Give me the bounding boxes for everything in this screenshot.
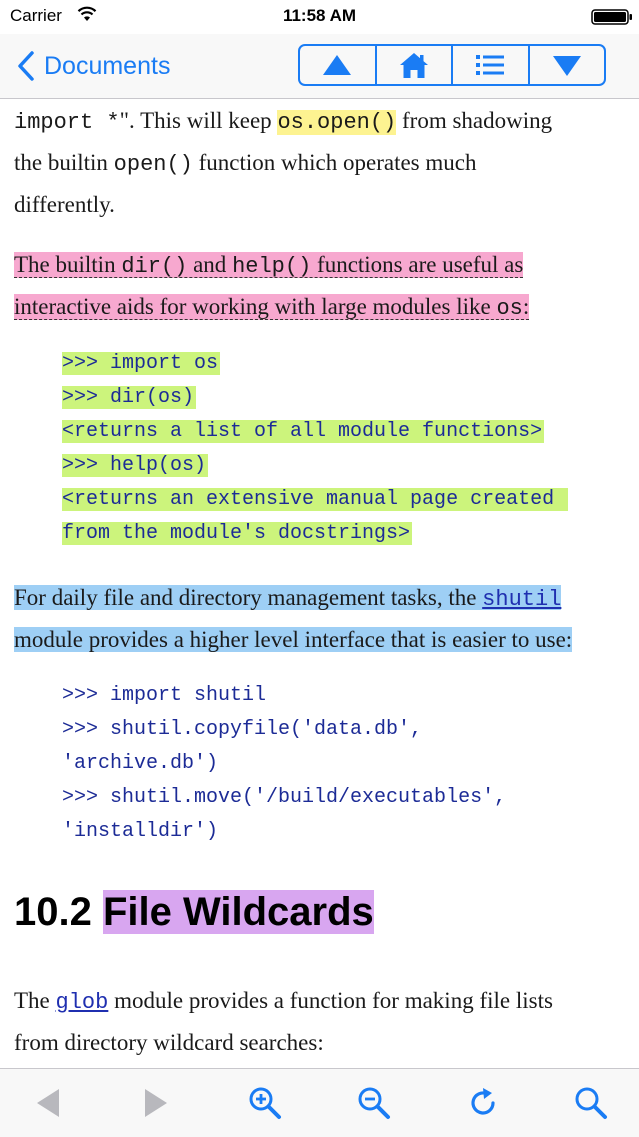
home-button[interactable]: [377, 46, 454, 84]
text: The: [14, 988, 56, 1013]
refresh-icon: [465, 1085, 501, 1121]
search-button[interactable]: [573, 1085, 609, 1121]
text: For daily file and directory management tasks, the: [14, 585, 483, 610]
text: from directory wildcard searches:: [14, 1030, 324, 1055]
code-line: [62, 449, 622, 483]
text: module provides a higher level interface that is easier to use:: [14, 627, 573, 652]
code-help: help(): [232, 254, 312, 279]
paragraph-shutil: [14, 578, 624, 660]
text: and: [187, 252, 233, 277]
paragraph-glob: [14, 981, 624, 1063]
code-import-star: import *: [14, 110, 120, 135]
code-block-shutil: [62, 679, 622, 849]
code-open: open(): [113, 152, 193, 177]
status-bar: [0, 0, 639, 34]
code-line: 'installdir'): [62, 820, 219, 843]
zoom-out-button[interactable]: [356, 1085, 392, 1121]
carrier-label: Carrier: [10, 6, 62, 25]
documents-back-button[interactable]: [16, 48, 170, 84]
shutil-link[interactable]: shutil: [482, 587, 562, 612]
document-content[interactable]: [0, 99, 639, 1067]
section-number: 10.2: [14, 890, 103, 934]
up-triangle-icon: [320, 50, 354, 80]
text: the builtin: [14, 150, 114, 175]
battery-icon: [591, 9, 633, 25]
code-text: >>> dir(os): [62, 386, 195, 409]
glob-link[interactable]: glob: [55, 990, 109, 1015]
code-text: >>> help(os): [62, 454, 207, 477]
code-os-open-highlighted: os.open(): [277, 110, 397, 135]
forward-triangle-icon: [138, 1085, 174, 1121]
code-line: >>> import shutil: [62, 684, 267, 707]
navigation-bar: [0, 34, 639, 99]
clock: 11:58 AM: [282, 6, 357, 25]
forward-button[interactable]: [138, 1085, 174, 1121]
zoom-in-icon: [247, 1085, 283, 1121]
pink-highlight[interactable]: [14, 252, 529, 320]
code-text: <returns a list of all module functions>: [62, 420, 543, 443]
text: from shadowing: [396, 108, 553, 133]
code-line: [62, 415, 622, 449]
code-line: [62, 347, 622, 381]
code-text: <returns an extensive manual page created: [62, 488, 567, 511]
chevron-left-icon: [16, 50, 36, 82]
code-os: os: [496, 296, 523, 321]
zoom-out-icon: [356, 1085, 392, 1121]
code-line: 'archive.db'): [62, 752, 219, 775]
code-text: from the module's docstrings>: [62, 522, 411, 545]
code-dir: dir(): [121, 254, 188, 279]
code-line: [62, 483, 622, 517]
section-title-highlighted[interactable]: File Wildcards: [102, 890, 374, 934]
text: :: [522, 294, 530, 319]
paragraph-dir-help: [14, 245, 624, 329]
list-icon: [473, 50, 507, 80]
down-triangle-icon: [550, 50, 584, 80]
previous-section-button[interactable]: [300, 46, 377, 84]
text: function which operates much: [192, 150, 477, 175]
table-of-contents-button[interactable]: [453, 46, 530, 84]
home-icon: [397, 50, 431, 80]
text: The builtin: [14, 252, 122, 277]
code-text: >>> import os: [62, 352, 219, 375]
zoom-in-button[interactable]: [247, 1085, 283, 1121]
text: functions are useful as: [311, 252, 524, 277]
code-line: >>> shutil.copyfile('data.db',: [62, 718, 423, 741]
code-block-os: [62, 347, 622, 551]
blue-highlight[interactable]: [14, 585, 572, 652]
section-heading: [14, 882, 374, 942]
code-line: [62, 381, 622, 415]
back-button-label: Documents: [44, 51, 171, 80]
text: module provides a function for making file lists: [108, 988, 553, 1013]
code-line: >>> shutil.move('/build/executables',: [62, 786, 507, 809]
refresh-button[interactable]: [465, 1085, 501, 1121]
next-section-button[interactable]: [530, 46, 605, 84]
page-navigation-segment: [298, 44, 606, 86]
search-icon: [573, 1085, 609, 1121]
text: ". This will keep: [119, 108, 278, 133]
code-line: [62, 517, 622, 551]
back-triangle-icon: [30, 1085, 66, 1121]
back-button[interactable]: [30, 1085, 66, 1121]
text: interactive aids for working with large modules like: [14, 294, 497, 319]
paragraph-os-open: [14, 101, 624, 225]
bottom-toolbar: [0, 1068, 639, 1137]
text: differently.: [14, 192, 115, 217]
